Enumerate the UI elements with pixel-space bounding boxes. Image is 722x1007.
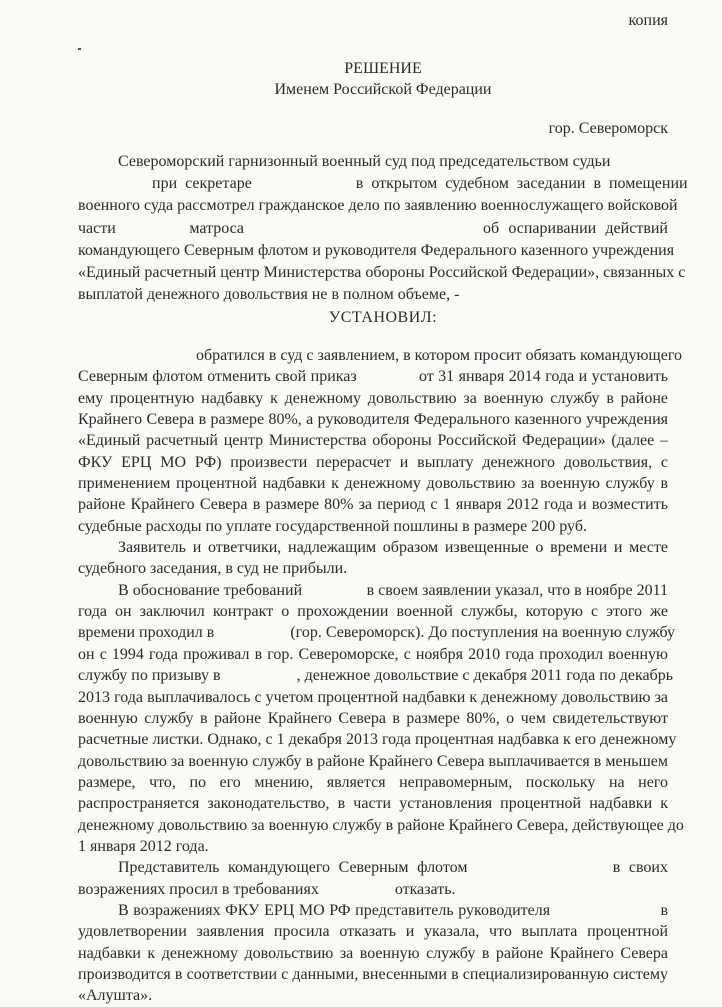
paragraph-line: довольствию за военную службу в районе Крайнего Севера выплачивается в меньшем [78,752,668,770]
paragraph-line: военную службу в районе Крайнего Севера в размере 80%, о чем свидетельствуют [78,709,668,727]
paragraph-line: ФКУ ЕРЦ МО РФ) произвести перерасчет и выплату денежного довольствия, с [78,453,668,471]
paragraph-line: времени проходил в (гор. Североморск). До поступления на военную службу [78,624,676,642]
document-subtitle: Именем Российской Федерации [274,81,492,98]
paragraph [78,857,668,900]
paragraph-line: ему процентную надбавку к денежному довольствию за военную службу в районе [78,389,668,407]
paragraph-line: судебного заседания, в суд не прибыли. [78,560,348,578]
city: гор. Североморск [548,120,668,137]
section-heading: УСТАНОВИЛ: [328,309,438,326]
paragraph-line: расчетные листки. Однако, с 1 декабря 2013 года процентная надбавка к его денежному [78,731,677,749]
paragraph-line: года он заключил контракт о прохождении военной службы, которую с этого же [78,603,668,621]
paragraph-line: районе Крайнего Севера в размере 80% за период с 1 января 2012 года и возместить [78,496,668,514]
paragraph-line: В обоснование требований в своем заявлении указал, что в ноябре 2011 [118,581,668,599]
paragraph-line: Представитель командующего Северным флотом в своих [118,859,668,877]
paragraph-line: Заявитель и ответчики, надлежащим образом извещенные о времени и месте [118,539,668,557]
paragraph-line: «Единый расчетный центр Министерства обороны Российской Федерации» (далее – [78,432,668,450]
paragraph-line: «Алушта». [78,987,153,1005]
paragraph-line: производится в соответствии с данными, внесенными в специализированную систему [78,965,668,983]
paragraph-line: 2013 года выплачивалось с учетом процентной надбавки к денежному довольствию за [78,688,668,706]
intro-line: части матроса об оспаривании действий [78,219,668,237]
intro-line: при секретаре в открытом судебном заседании в помещении [152,175,688,193]
intro-line: «Единый расчетный центр Министерства обороны Российской Федерации», связанных с [78,264,686,282]
body [78,345,684,1007]
intro-line: военного суда рассмотрел гражданское дело по заявлению военнослужащего войсковой [78,197,678,215]
document-title: РЕШЕНИЕ [344,60,422,77]
paragraph-line: Крайнего Севера в размере 80%, а руководителя Федерального казенного учреждения [78,411,668,429]
paragraph-line: денежному довольствию за военную службу в районе Крайнего Севера, действующее до [78,816,684,834]
paragraph-line: удовлетворении заявления просила отказать и указала, что выплата процентной [78,923,668,941]
intro-paragraph [78,151,688,306]
scan-mark [78,48,81,50]
intro-line: выплатой денежного довольствия не в полном объеме, - [78,286,460,304]
paragraph [78,580,684,857]
paragraph [78,345,683,537]
paragraph-line: применением процентной надбавки к денежному довольствию за военную службу в [78,475,668,493]
intro-line: Североморский гарнизонный военный суд под председательством судьи [118,153,611,170]
paragraph-line: обратился в суд с заявлением, в котором просит обязать командующего [196,347,683,364]
paragraph-line: Северным флотом отменить свой приказ от 31 января 2014 года и установить [78,368,668,386]
paragraph [78,537,668,580]
paragraph-line: размере, что, по его мнению, является неправомерным, поскольку на него [78,773,668,791]
paragraph-line: службу по призыву в , денежное довольствие с декабря 2011 года по декабрь [78,667,674,685]
paragraph-line: распространяется законодательство, в части установления процентной надбавки к [78,795,668,813]
paragraph-line: возражениях просил в требованиях отказать. [78,880,456,898]
paragraph-line: В возражениях ФКУ ЕРЦ МО РФ представитель руководителя в [118,901,668,919]
paragraph-line: надбавки к денежному довольствию за военную службу в районе Крайнего Севера [78,944,668,962]
paragraph-line: 1 января 2012 года. [78,837,209,855]
paragraph-line: он с 1994 года проживал в гор. Североморске, с ноября 2010 года проходил военную [78,645,668,663]
paragraph-line: судебные расходы по уплате государственной пошлины в размере 200 руб. [78,517,587,535]
intro-line: командующего Северным флотом и руководителя Федерального казенного учреждения [78,241,675,259]
copy-mark: копия [628,12,668,29]
paragraph [78,900,668,1007]
